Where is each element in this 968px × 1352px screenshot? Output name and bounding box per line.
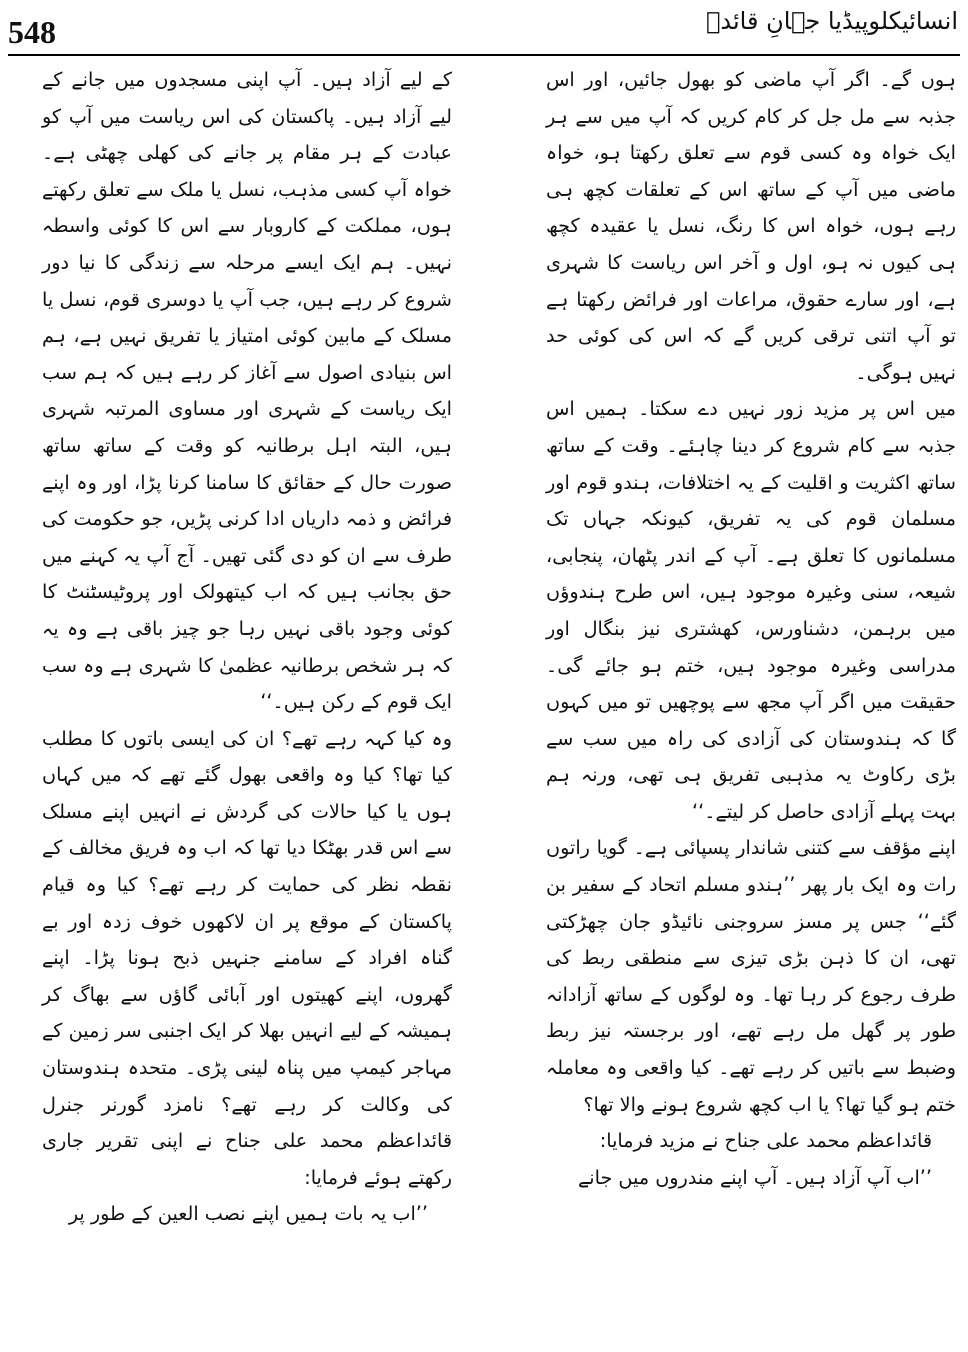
quote-paragraph: ’’اب یہ بات ہمیں اپنے نصب العین کے طور پر bbox=[68, 1202, 428, 1226]
paragraph: اپنے مؤقف سے کتنی شاندار پسپائی ہے۔ گویا راتوں رات وہ ایک بار پھر ’’ہندو مسلم اتحاد کے سفیر بن گئے‘‘ جس پر مسز سروجنی نائیڈو جان چھڑکتی تھی، ان کا ذہن بڑی تیزی سے منطقی ربط کی طرف رجوع کر رہا تھا۔ وہ لوگوں کے ساتھ آزادانہ طور پر گھل مل رہے تھے، اور برجستہ نیز ربط وضبط سے باتیں کر رہے تھے۔ کیا واقعی وہ معاملہ ختم ہو گیا تھا؟ یا اب کچھ شروع ہونے والا تھا؟ bbox=[546, 836, 956, 1116]
page-number: 548 bbox=[8, 14, 56, 50]
paragraph: قائداعظم محمد علی جناح نے مزید فرمایا: bbox=[599, 1129, 932, 1153]
header-rule bbox=[8, 54, 960, 56]
right-column bbox=[546, 62, 956, 1196]
paragraph: میں اس پر مزید زور نہیں دے سکتا۔ ہمیں اس جذبہ سے کام شروع کر دینا چاہئے۔ وقت کے ساتھ ساتھ اکثریت و اقلیت کے یہ اختلافات، ہندو قوم اور مسلمان قوم کی یہ تفریق، کیونکہ جہاں تک مسلمانوں کا تعلق ہے۔ آپ کے اندر پٹھان، پنجابی، شیعہ، سنی وغیرہ موجود ہیں، اس طرح ہندوؤں میں برہمن، دشناورس، کھشتری نیز بنگال اور مدراسی وغیرہ موجود ہیں، ختم ہو جائے گی۔ حقیقت میں اگر آپ مجھ سے پوچھیں تو میں کہوں گا کہ ہندوستان کی آزادی کی راہ میں سب سے بڑی رکاوٹ یہ مذہبی تفریق ہی تھی، ورنہ ہم بہت پہلے آزادی حاصل کر لیتے۔‘‘ bbox=[546, 397, 956, 823]
left-column bbox=[42, 62, 452, 1233]
quote-paragraph: ’’اب آپ آزاد ہیں۔ آپ اپنے مندروں میں جانے bbox=[578, 1165, 932, 1189]
paragraph: وہ کیا کہہ رہے تھے؟ ان کی ایسی باتوں کا مطلب کیا تھا؟ کیا وہ واقعی بھول گئے تھے کہ میں کہاں ہوں یا کیا حالات کی گردش نے انہیں اپنے مسلک سے اس قدر بھٹکا دیا تھا کہ اب وہ فریق مخالف کے نقطہ نظر کی حمایت کر رہے تھے؟ کیا وہ قیام پاکستان کے موقع پر ان لاکھوں خوف زدہ اور بے گناہ افراد کے سامنے جنہیں ذبح ہونا پڑا۔ اپنے گھروں، اپنے کھیتوں اور آبائی گاؤں سے بھاگ کر ہمیشہ کے لیے انہیں بھلا کر ایک اجنبی سر زمین کے مہاجر کیمپ میں پناہ لینی پڑی۔ متحدہ ہندوستان کی وکالت کر رہے تھے؟ نامزد گورنر جنرل قائداعظم محمد علی جناح نے اپنی تقریر جاری رکھتے ہوئے فرمایا: bbox=[42, 726, 452, 1189]
paragraph: کے لیے آزاد ہیں۔ آپ اپنی مسجدوں میں جانے کے لیے آزاد ہیں۔ پاکستان کی اس ریاست میں آپ کو عبادت کے ہر مقام پر جانے کی کھلی چھٹی ہے۔ خواہ آپ کسی مذہب، نسل یا ملک سے تعلق رکھتے ہوں، مملکت کے کاروبار سے اس کا کوئی واسطہ نہیں۔ ہم ایک ایسے مرحلہ سے زندگی کا نیا دور شروع کر رہے ہیں، جب آپ یا دوسری قوم، نسل یا مسلک کے مابین کوئی امتیاز یا تفریق نہیں ہے، ہم اس بنیادی اصول سے آغاز کر رہے ہیں کہ ہم سب ایک ریاست کے شہری اور مساوی المرتبہ شہری ہیں، البتہ اہل برطانیہ کو وقت کے ساتھ ساتھ صورت حال کے حقائق کا سامنا کرنا پڑا، اور وہ اپنے فرائض و ذمہ داریاں ادا کرنی پڑیں، جو حکومت کی طرف سے ان کو دی گئی تھیں۔ آج آپ یہ کہنے میں حق بجانب ہیں کہ اب کیتھولک اور پروٹیسٹنٹ کا کوئی وجود باقی نہیں رہا جو چیز باقی ہے وہ یہ کہ ہر شخص برطانیہ عظمیٰ کا شہری ہے وہ سب ایک قوم کے رکن ہیں۔‘‘ bbox=[42, 68, 452, 714]
paragraph: ہوں گے۔ اگر آپ ماضی کو بھول جائیں، اور اس جذبہ سے مل جل کر کام کریں کہ آپ میں سے ہر ایک خواہ وہ کسی قوم سے تعلق رکھتا ہو، خواہ ماضی میں آپ کے ساتھ اس کے تعلقات کچھ ہی رہے ہوں، خواہ اس کا رنگ، نسل یا عقیدہ کچھ ہی کیوں نہ ہو، اول و آخر اس ریاست کا شہری ہے، اور سارے حقوق، مراعات اور فرائض رکھتا ہے تو آپ اتنی ترقی کریں گے کہ اس کی کوئی حد نہیں ہوگی۔ bbox=[546, 68, 956, 384]
page-header bbox=[0, 0, 968, 60]
running-title: انسائیکلوپیڈیا جہانِ قائدؒ bbox=[706, 7, 958, 35]
